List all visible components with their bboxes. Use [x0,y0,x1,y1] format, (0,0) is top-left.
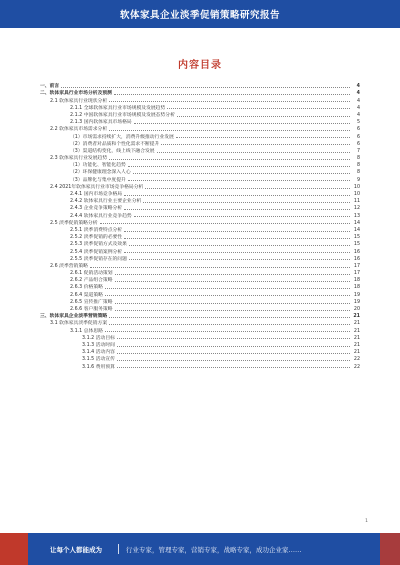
toc-leader-dots [129,259,350,260]
toc-entry-label: 2.4 2021年软体家具行业市场竞争格局分析 [50,184,144,190]
report-title: 软体家具企业淡季促销策略研究报告 [119,10,280,21]
footer-divider [118,544,119,554]
toc-entry-label: 3.1.5 活动宣传 [82,357,115,363]
toc-entry-label: 三、软体家具企业淡季营销策略 [40,314,108,320]
toc-entry-label: 2.5.2 淡季促销的必要性 [70,235,123,241]
toc-leader-dots [117,353,350,354]
toc-entry-page: 21 [353,350,360,356]
toc-entry-label: 2.6.2 产品组合策略 [70,278,113,284]
toc-leader-dots [114,94,350,95]
toc-entry-page: 10 [353,192,360,197]
toc-leader-dots [109,324,350,325]
toc-entry-label: 2.6 淡季营销策略 [50,263,88,269]
toc-entry-label: 2.2 软体家具市场需求分析 [50,127,108,133]
toc-entry[interactable] [40,111,360,118]
toc-entry[interactable] [40,334,360,341]
toc-entry[interactable] [40,183,360,190]
toc-entry-label: 一、前言 [40,84,60,90]
toc-leader-dots [143,202,350,203]
toc-entry-label: 2.5 淡季促销策略分析 [50,220,98,226]
toc-entry[interactable] [40,355,360,362]
toc-entry[interactable] [40,362,360,369]
toc-entry[interactable] [40,161,360,168]
toc-entry[interactable] [40,118,360,125]
toc-entry-label: （2）消费者对品质和个性化需求不断提升 [70,141,160,147]
toc-entry-label: 二、软体家具行业市场分析及预测 [40,91,112,97]
toc-leader-dots [161,144,350,145]
toc-leader-dots [124,209,350,210]
toc-entry-label: 2.6.3 价格策略 [70,285,103,291]
toc-entry-page: 4 [356,84,360,90]
toc-entry[interactable] [40,96,360,103]
toc-entry-label: 2.4.3 企业竞争策略分析 [70,206,123,212]
toc-leader-dots [117,338,350,339]
footer-accent-right [380,533,400,565]
toc-entry-label: 2.5.5 淡季促销存在的问题 [70,256,127,262]
toc-entry[interactable] [40,89,360,96]
toc-entry[interactable] [40,283,360,290]
toc-leader-dots [133,173,350,174]
toc-entry[interactable] [40,312,360,319]
toc-entry-page: 6 [356,141,360,147]
toc-entry-page: 6 [356,127,360,133]
toc-entry-label: 3.1.2 活动目标 [82,335,115,341]
toc-entry-page: 17 [353,271,360,277]
toc-entry-label: 2.6.1 促销活动策划 [70,271,113,277]
toc-entry[interactable] [40,262,360,269]
toc-entry-page: 12 [353,206,360,212]
toc-entry-page: 20 [353,307,360,312]
toc-entry-label: 2.1 软体家具行业现状分析 [50,98,108,104]
toc-leader-dots [157,152,350,153]
toc-entry-label: （1）市场需求持续扩大，消费升级推动行业发展 [70,134,174,140]
toc-entry[interactable] [40,204,360,211]
toc-entry[interactable] [40,348,360,355]
toc-leader-dots [109,159,350,160]
toc-entry[interactable] [40,125,360,132]
toc-page [22,34,378,530]
toc-entry[interactable] [40,140,360,147]
toc-leader-dots [124,231,350,232]
toc-entry[interactable] [40,211,360,218]
toc-entry-label: 2.1.2 中国软体家具行业市场规模及发展态势分析 [70,112,175,118]
toc-leader-dots [115,274,350,275]
toc-leader-dots [117,346,350,347]
toc-entry-page: 13 [353,213,360,219]
toc-entry[interactable] [40,154,360,161]
toc-leader-dots [176,137,350,138]
toc-leader-dots [61,87,350,88]
toc-leader-dots [177,116,350,117]
footer-slogan: 让每个人都能成为 [50,546,102,554]
toc-entry-label: 2.5.1 淡季消费特点分析 [70,227,123,233]
toc-entry-page: 19 [353,292,360,298]
toc-entry[interactable] [40,290,360,297]
toc-entry[interactable] [40,298,360,305]
toc-entry[interactable] [40,233,360,240]
toc-entry-page: 6 [356,134,360,140]
toc-entry-page: 22 [353,364,360,370]
toc-leader-dots [128,180,350,181]
footer-accent-left [0,533,28,565]
toc-entry-label: 3.1 软体家具淡季促销方案 [50,321,108,327]
toc-entry-label: 2.6.4 渠道策略 [70,292,103,298]
toc-entry[interactable] [40,219,360,226]
toc-entry[interactable] [40,269,360,276]
toc-leader-dots [105,331,350,332]
toc-entry[interactable] [40,341,360,348]
toc-entry-label: （3）品牌化与集中度提升 [70,177,126,183]
toc-entry[interactable] [40,190,360,197]
toc-entry-page: 5 [356,120,360,126]
toc-entry[interactable] [40,226,360,233]
toc-entry[interactable] [40,319,360,326]
footer-roles: 行业专家，管理专家，营销专家，战略专家，成功企业家…… [126,546,302,554]
toc-leader-dots [117,360,350,361]
toc-entry[interactable] [40,255,360,262]
toc-leader-dots [134,216,350,217]
toc-entry-page: 16 [353,256,360,262]
toc-entry[interactable] [40,132,360,139]
toc-leader-dots [115,310,350,311]
toc-entry-label: 3.1.6 费用预算 [82,364,115,370]
toc-entry-page: 17 [353,263,360,269]
toc-entry-page: 21 [353,335,360,341]
toc-leader-dots [105,288,350,289]
toc-leader-dots [115,303,350,304]
toc-leader-dots [124,195,350,196]
toc-entry-page: 21 [353,342,360,348]
toc-entry-page: 9 [356,177,360,183]
footer-banner [0,533,400,565]
toc-leader-dots [109,317,350,318]
toc-leader-dots [134,123,350,124]
toc-entry[interactable] [40,175,360,182]
toc-entry-page: 21 [353,321,360,327]
toc-leader-dots [109,101,350,102]
toc-entry-label: （3）渠道结构变化，线上线下融合发展 [70,148,155,154]
toc-entry-page: 4 [356,112,360,118]
toc-list [40,82,360,370]
toc-entry[interactable] [40,104,360,111]
toc-entry-label: （2）环保健康理念深入人心 [70,170,131,176]
toc-entry-page: 8 [356,170,360,176]
toc-title: 内容目录 [178,60,222,71]
toc-entry-label: 2.6.6 客户服务策略 [70,307,113,312]
toc-leader-dots [124,252,350,253]
toc-entry-page: 18 [353,278,360,284]
toc-entry-label: 2.1.1 全球软体家具行业市场规模及发展趋势 [70,105,166,111]
toc-entry-page: 8 [356,156,360,162]
toc-leader-dots [100,223,350,224]
toc-entry-page: 14 [353,220,360,226]
toc-entry-page: 4 [356,91,360,97]
toc-entry-page: 7 [356,148,360,154]
toc-entry-page: 18 [353,285,360,291]
toc-entry-label: 2.1.3 国内软体家具市场格局 [70,120,132,126]
toc-entry-page: 19 [353,299,360,305]
toc-entry-label: 3.1.1 总体思路 [70,328,103,334]
toc-entry-label: 2.5.3 淡季促销方式及效果 [70,242,127,248]
toc-entry-page: 15 [353,235,360,241]
toc-entry-page: 10 [353,184,360,190]
toc-entry[interactable] [40,276,360,283]
toc-leader-dots [128,166,350,167]
toc-entry-label: 3.1.3 活动时间 [82,342,115,348]
toc-entry-page: 21 [353,328,360,334]
toc-entry-page: 15 [353,242,360,248]
page-number: 1 [365,519,368,524]
toc-entry[interactable] [40,240,360,247]
toc-entry-label: 2.5.4 淡季促销案例分析 [70,249,123,255]
toc-entry[interactable] [40,197,360,204]
toc-entry[interactable] [40,305,360,312]
toc-entry[interactable] [40,147,360,154]
toc-entry-label: 2.4.2 软体家具行业主要企业分析 [70,199,142,205]
toc-entry-page: 16 [353,249,360,255]
toc-leader-dots [117,367,350,368]
toc-entry-page: 11 [353,199,360,205]
toc-leader-dots [90,267,350,268]
toc-entry-label: 3.1.4 活动内容 [82,350,115,356]
toc-leader-dots [145,188,350,189]
toc-leader-dots [167,108,350,109]
toc-entry-page: 8 [356,163,360,169]
toc-entry-page: 21 [353,314,360,320]
toc-entry-page: 22 [353,357,360,363]
toc-entry-label: 2.4.1 国内市场竞争格局 [70,192,123,197]
toc-entry-label: （1）功能化、智能化趋势 [70,163,126,169]
toc-leader-dots [129,245,350,246]
toc-entry-page: 4 [356,105,360,111]
toc-entry-page: 4 [356,98,360,104]
toc-leader-dots [105,295,350,296]
toc-entry[interactable] [40,82,360,89]
toc-entry[interactable] [40,326,360,333]
toc-entry-label: 2.6.5 宣传推广策略 [70,299,113,305]
toc-entry-label: 2.3 软体家具行业发展趋势 [50,156,108,162]
report-header [0,0,400,28]
toc-entry[interactable] [40,168,360,175]
toc-entry-page: 14 [353,227,360,233]
toc-entry[interactable] [40,247,360,254]
toc-leader-dots [124,238,350,239]
toc-leader-dots [109,130,350,131]
toc-entry-label: 2.4.4 软体家具行业竞争趋势 [70,213,132,219]
toc-leader-dots [115,281,350,282]
